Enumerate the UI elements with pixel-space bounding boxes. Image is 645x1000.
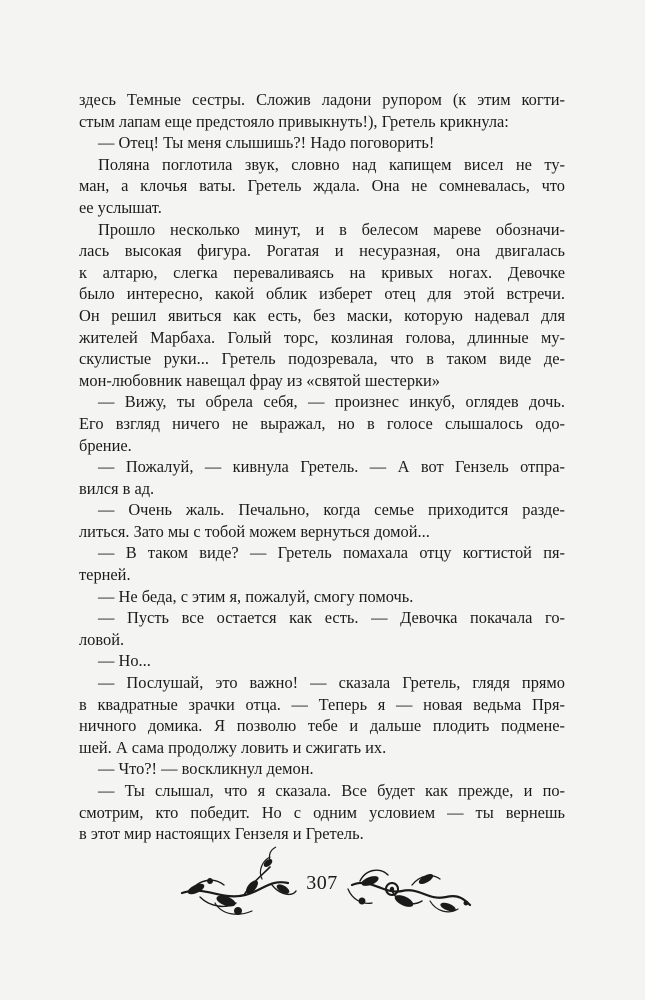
text-line: брение.	[79, 435, 132, 455]
text-line: — Но...	[98, 651, 151, 671]
text-line: жителей Марбаха. Голый торс, козлиная голова, длинные му-	[79, 327, 565, 347]
text-line: стым лапам еще предстояло привыкнуть!), Гретель крикнула:	[79, 111, 509, 131]
text-line: вился в ад.	[79, 478, 155, 498]
text-line: ничного домика. Я позволю тебе и дальше плодить подмене-	[79, 716, 565, 736]
text-line: — Вижу, ты обрела себя, — произнес инкуб, оглядев дочь.	[98, 392, 565, 412]
text-line: здесь Темные сестры. Сложив ладони рупором (к этим когти-	[79, 90, 565, 109]
text-line: ее услышат.	[79, 197, 162, 217]
text-line: — Очень жаль. Печально, когда семье приходится разде-	[98, 500, 565, 520]
text-line: было интересно, какой облик изберет отец для этой встречи.	[79, 284, 565, 304]
text-line: литься. Зато мы с тобой можем вернуться домой...	[79, 521, 430, 541]
page-number: 307	[306, 872, 338, 894]
text-line: — Пусть все остается как есть. — Девочка покачала го-	[98, 608, 565, 628]
text-line: шей. А сама продолжу ловить и сжигать их.	[79, 737, 387, 757]
text-line: — Отец! Ты меня слышишь?! Надо поговорить!	[98, 133, 435, 153]
text-line: Он решил явиться как есть, без маски, которую надевал для	[79, 305, 565, 325]
text-line: Его взгляд ничего не выражал, но в голосе слышалось одо-	[79, 413, 565, 433]
text-line: — Не беда, с этим я, пожалуй, смогу помочь.	[98, 586, 414, 606]
text-line: — Пожалуй, — кивнула Гретель. — А вот Гензель отпра-	[98, 457, 565, 477]
text-line: смотрим, кто победит. Но с одним условием — ты вернешь	[79, 802, 565, 822]
text-line: в этот мир настоящих Гензеля и Гретель.	[79, 824, 364, 844]
text-line: лась высокая фигура. Рогатая и несуразная, она двигалась	[79, 241, 565, 261]
text-line: терней.	[79, 565, 131, 585]
text-line: — В таком виде? — Гретель помахала отцу когтистой пя-	[98, 543, 565, 563]
text-line: мон-любовник навещал фрау из «святой шестерки»	[79, 370, 440, 390]
text-line: — Послушай, это важно! — сказала Гретель, глядя прямо	[98, 673, 565, 693]
body-text	[79, 89, 565, 845]
text-line: Поляна поглотила звук, словно над капищем висел не ту-	[98, 154, 565, 174]
text-line: — Ты слышал, что я сказала. Все будет как прежде, и по-	[98, 781, 565, 800]
text-line: к алтарю, слегка переваливаясь на кривых ногах. Девочке	[79, 262, 565, 282]
text-line: Прошло несколько минут, и в белесом мареве обозначи-	[98, 219, 565, 239]
text-line: ман, а клочья ваты. Гретель ждала. Она не сомневалась, что	[79, 176, 565, 196]
text-line: скулистые руки... Гретель подозревала, что в таком виде де-	[79, 349, 565, 369]
text-line: в квадратные зрачки отца. — Теперь я — новая ведьма Пря-	[79, 694, 565, 714]
text-line: — Что?! — воскликнул демон.	[98, 759, 314, 779]
text-line: ловой.	[79, 629, 125, 649]
